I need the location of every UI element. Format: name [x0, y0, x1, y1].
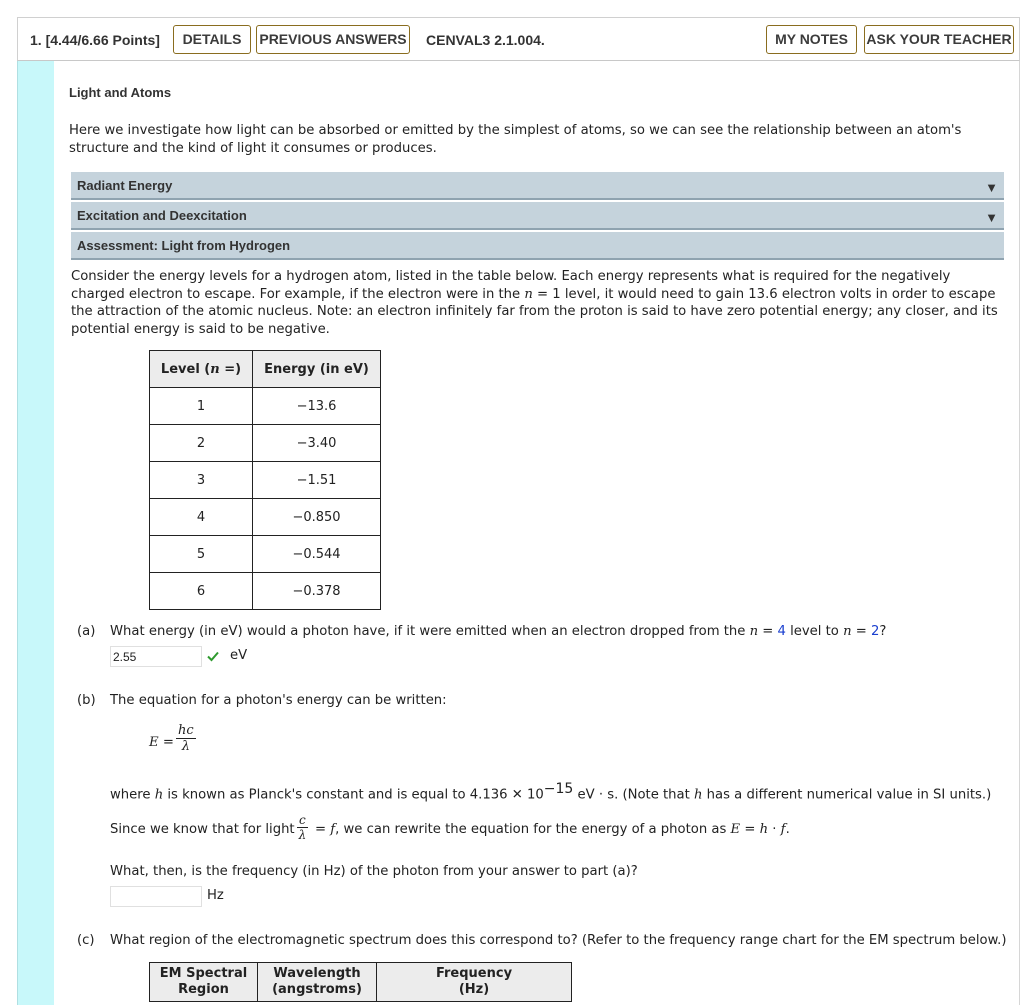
- em-spectrum-table: [149, 962, 572, 1002]
- level-cell: 4: [150, 499, 253, 536]
- c-over-lambda-fraction: $\frac{c}{\lambda}$: [298, 813, 307, 842]
- table-header-energy: Energy (in eV): [253, 351, 381, 388]
- energy-cell: −0.850: [253, 499, 381, 536]
- part-b-question: What, then, is the frequency (in Hz) of the photon from your answer to part (a)?: [110, 864, 638, 879]
- energy-cell: −3.40: [253, 425, 381, 462]
- energy-levels-table: [149, 350, 381, 610]
- problem-code: CENVAL3 2.1.004.: [426, 32, 545, 48]
- equation-fraction: $\frac{hc}{\lambda}$: [178, 723, 194, 754]
- section-excitation-deexcitation[interactable]: [71, 202, 1004, 230]
- question-status-bar: [17, 61, 54, 1005]
- em-header-frequency: Frequency (Hz): [377, 963, 572, 1002]
- table-row: [150, 573, 381, 610]
- expand-arrow-icon[interactable]: ▼: [985, 210, 998, 225]
- level-cell: 6: [150, 573, 253, 610]
- correct-check-icon: [206, 649, 220, 663]
- energy-cell: −0.378: [253, 573, 381, 610]
- expand-arrow-icon[interactable]: ▼: [985, 180, 998, 195]
- equation-lhs: E =: [149, 735, 174, 750]
- part-b-frequency-input[interactable]: [110, 886, 202, 907]
- planck-constant-text: where h is known as Planck's constant and is equal to 4.136 ✕ $10^{-15}$ eV · s. (Note that h has a different numerical value in SI units.): [110, 781, 992, 803]
- question-header: [17, 17, 1020, 61]
- previous-answers-button[interactable]: PREVIOUS ANSWERS: [256, 25, 410, 54]
- level-cell: 2: [150, 425, 253, 462]
- level-cell: 3: [150, 462, 253, 499]
- level-cell: 5: [150, 536, 253, 573]
- section-label: Excitation and Deexcitation: [77, 208, 247, 223]
- my-notes-button[interactable]: MY NOTES: [766, 25, 857, 54]
- since-text: Since we know that for light = f, we can rewrite the equation for the energy of a photon as E = h · f.: [110, 822, 790, 837]
- part-a-unit: eV: [230, 648, 248, 663]
- part-b-unit: Hz: [207, 888, 224, 903]
- part-b-label: (b): [77, 693, 96, 708]
- part-c-label: (c): [77, 933, 95, 948]
- assessment-paragraph: Consider the energy levels for a hydrogen atom, listed in the table below. Each energy represents what is required for the negatively charged electron to escape. For example, if the electron were in the n = 1 level, it would need to gain 13.6 electron volts in order to escape the attraction of the atomic nucleus. Note: an electron infinitely far from the proton is said to have zero potential energy; any closer, and its potential energy is said to be negative.: [71, 269, 998, 337]
- table-row: [150, 462, 381, 499]
- details-button[interactable]: DETAILS: [173, 25, 251, 54]
- part-a-question: What energy (in eV) would a photon have, if it were emitted when an electron dropped from the n = 4 level to n = 2?: [110, 624, 887, 639]
- question-number-points: 1. [4.44/6.66 Points]: [30, 32, 160, 48]
- energy-cell: −0.544: [253, 536, 381, 573]
- section-assessment[interactable]: [71, 232, 1004, 260]
- em-header-wavelength: Wavelength (angstroms): [258, 963, 377, 1002]
- level-cell: 1: [150, 388, 253, 425]
- table-row: [150, 536, 381, 573]
- ask-your-teacher-button[interactable]: ASK YOUR TEACHER: [864, 25, 1014, 54]
- energy-cell: −13.6: [253, 388, 381, 425]
- problem-intro: Here we investigate how light can be absorbed or emitted by the simplest of atoms, so we can see the relationship between an atom's structure and the kind of light it consumes or produces.: [69, 123, 962, 156]
- section-radiant-energy[interactable]: [71, 172, 1004, 200]
- part-c-question: What region of the electromagnetic spectrum does this correspond to? (Refer to the frequency range chart for the EM spectrum below.): [110, 933, 1007, 948]
- problem-title: Light and Atoms: [69, 85, 172, 100]
- table-row: [150, 388, 381, 425]
- table-row: [150, 499, 381, 536]
- energy-cell: −1.51: [253, 462, 381, 499]
- part-b-intro: The equation for a photon's energy can be written:: [110, 693, 447, 708]
- section-label: Radiant Energy: [77, 178, 173, 193]
- table-row: [150, 425, 381, 462]
- part-a-label: (a): [77, 624, 96, 639]
- table-header-level: Level (n =): [150, 351, 253, 388]
- part-a-answer-input[interactable]: 2.55: [110, 646, 202, 667]
- section-label: Assessment: Light from Hydrogen: [77, 238, 291, 253]
- em-header-region: EM Spectral Region: [150, 963, 258, 1002]
